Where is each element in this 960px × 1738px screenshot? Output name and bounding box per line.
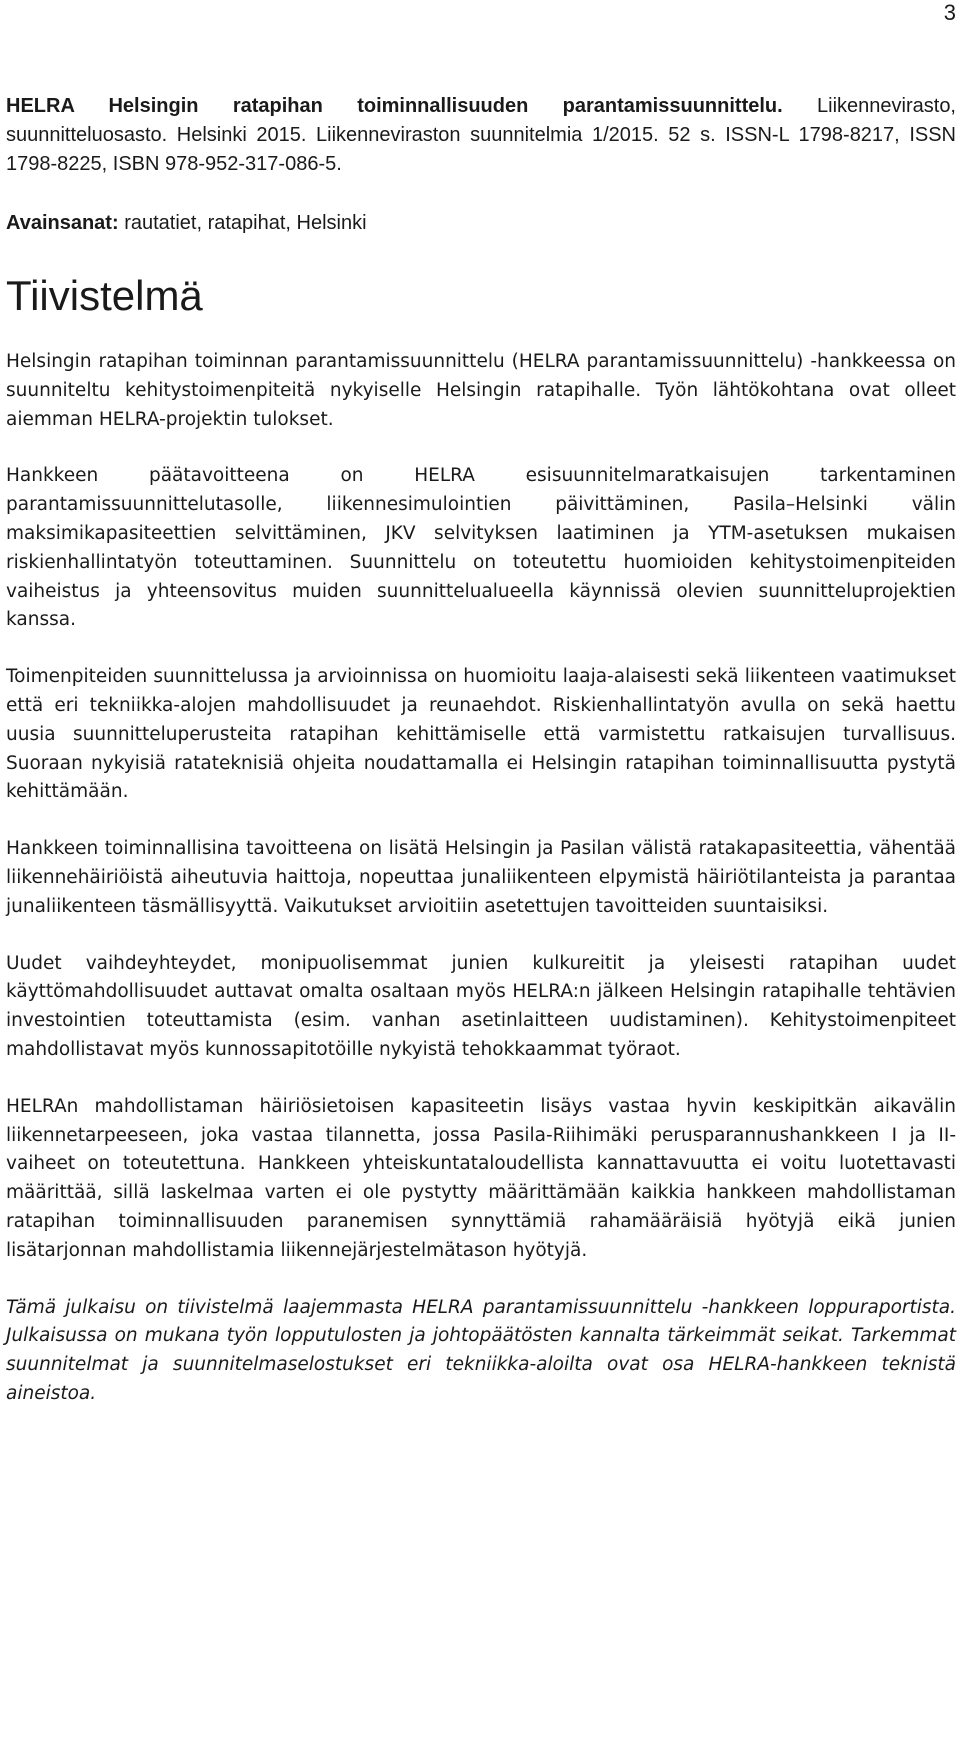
keywords (6, 209, 956, 238)
bibliographic-reference (6, 92, 956, 179)
summary-paragraph-1: Helsingin ratapihan toiminnan parantamissuunnittelu (HELRA parantamissuunnittelu) -hankkeessa on suunniteltu kehitystoimenpiteitä nykyiselle Helsingin ratapihalle. Työn lähtökohtana ovat olleet aiemman HELRA-projektin tulokset. (6, 351, 956, 430)
page-content (6, 92, 956, 1409)
publication-note: Tämä julkaisu on tiivistelmä laajemmasta HELRA parantamissuunnittelu -hankkeen loppuraportista. Julkaisussa on mukana työn lopputulosten ja johtopäätösten kannalta tärkeimmät seikat. Tarkemmat suunnitelmat ja suunnitelmaselostukset eri tekniikka-aloilta ovat osa HELRA-hankkeen teknistä aineistoa. (6, 1296, 956, 1404)
summary-paragraph-3: Toimenpiteiden suunnittelussa ja arvioinnissa on huomioitu laaja-alaisesti sekä liikenteen vaatimukset että eri tekniikka-alojen mahdollisuudet ja reunaehdot. Riskienhallintatyön avulla on sekä haettu uusia suunnitteluperusteita ratapihan kehittämiselle että varmistettu ratkaisujen turvallisuus. Suoraan nykyisiä ratateknisiä ohjeita noudattamalla ei Helsingin ratapihan toiminnallisuutta pystytä kehittämään. (6, 666, 956, 803)
page-number: 3 (943, 0, 956, 25)
section-heading: Tiivistelmä (6, 272, 203, 319)
publication-title: HELRA Helsingin ratapihan toiminnallisuuden parantamissuunnittelu. (6, 95, 783, 117)
summary-paragraph-5: Uudet vaihdeyhteydet, monipuolisemmat junien kulkureitit ja yleisesti ratapihan uudet käyttömahdollisuudet auttavat omalta osaltaan myös HELRA:n jälkeen Helsingin ratapihalle tehtävien investointien toteuttamista (esim. vanhan asetinlaitteen uudistaminen). Kehitystoimenpiteet mahdollistavat myös kunnossapitotöille nykyistä tehokkaammat työraot. (6, 952, 956, 1060)
keywords-value: rautatiet, ratapihat, Helsinki (118, 212, 367, 234)
summary-paragraph-4: Hankkeen toiminnallisina tavoitteena on lisätä Helsingin ja Pasilan välistä ratakapasiteettia, vähentää liikennehäiriöistä aiheutuvia haittoja, nopeuttaa junaliikenteen elpymistä häiriötilanteista ja parantaa junaliikenteen täsmällisyyttä. Vaikutukset arvioitiin asetettujen tavoitteiden suuntaisiksi. (6, 838, 956, 917)
keywords-label: Avainsanat: (6, 212, 119, 234)
summary-paragraph-6: HELRAn mahdollistaman häiriösietoisen kapasiteetin lisäys vastaa hyvin keskipitkän aikavälin liikennetarpeeseen, joka vastaa tilannetta, jossa Pasila-Riihimäki perusparannushankkeen I ja II-vaiheet on toteutettuna. Hankkeen yhteiskuntataloudellista kannattavuutta ei voitu luotettavasti määrittää, sillä laskelmaa varten ei ole pystytty määrittämään kaikkia hankkeen mahdollistaman ratapihan toiminnallisuuden paranemisen synnyttämiä rahamääräisiä hyötyjä eikä junien lisätarjonnan mahdollistamia liikennejärjestelmätason hyötyjä. (6, 1095, 956, 1261)
summary-paragraph-2: Hankkeen päätavoitteena on HELRA esisuunnitelmaratkaisujen tarkentaminen parantamissuunnittelutasolle, liikennesimulointien päivittäminen, Pasila–Helsinki välin maksimikapasiteettien selvittäminen, JKV selvityksen laatiminen ja YTM-asetuksen mukaisen riskienhallintatyön toteuttaminen. Suunnittelu on toteutettu huomioiden kehitystoimenpiteiden vaiheistus ja yhteensovitus muiden suunnittelualueella käynnissä olevien suunnitteluprojektien kanssa. (6, 465, 956, 631)
publication-details: Liikennevirasto, suunnitteluosasto. Helsinki 2015. Liikenneviraston suunnitelmia 1/2015. 52 s. ISSN-L 1798-8217, ISSN 1798-8225, ISBN 978-952-317-086-5. (6, 95, 956, 175)
